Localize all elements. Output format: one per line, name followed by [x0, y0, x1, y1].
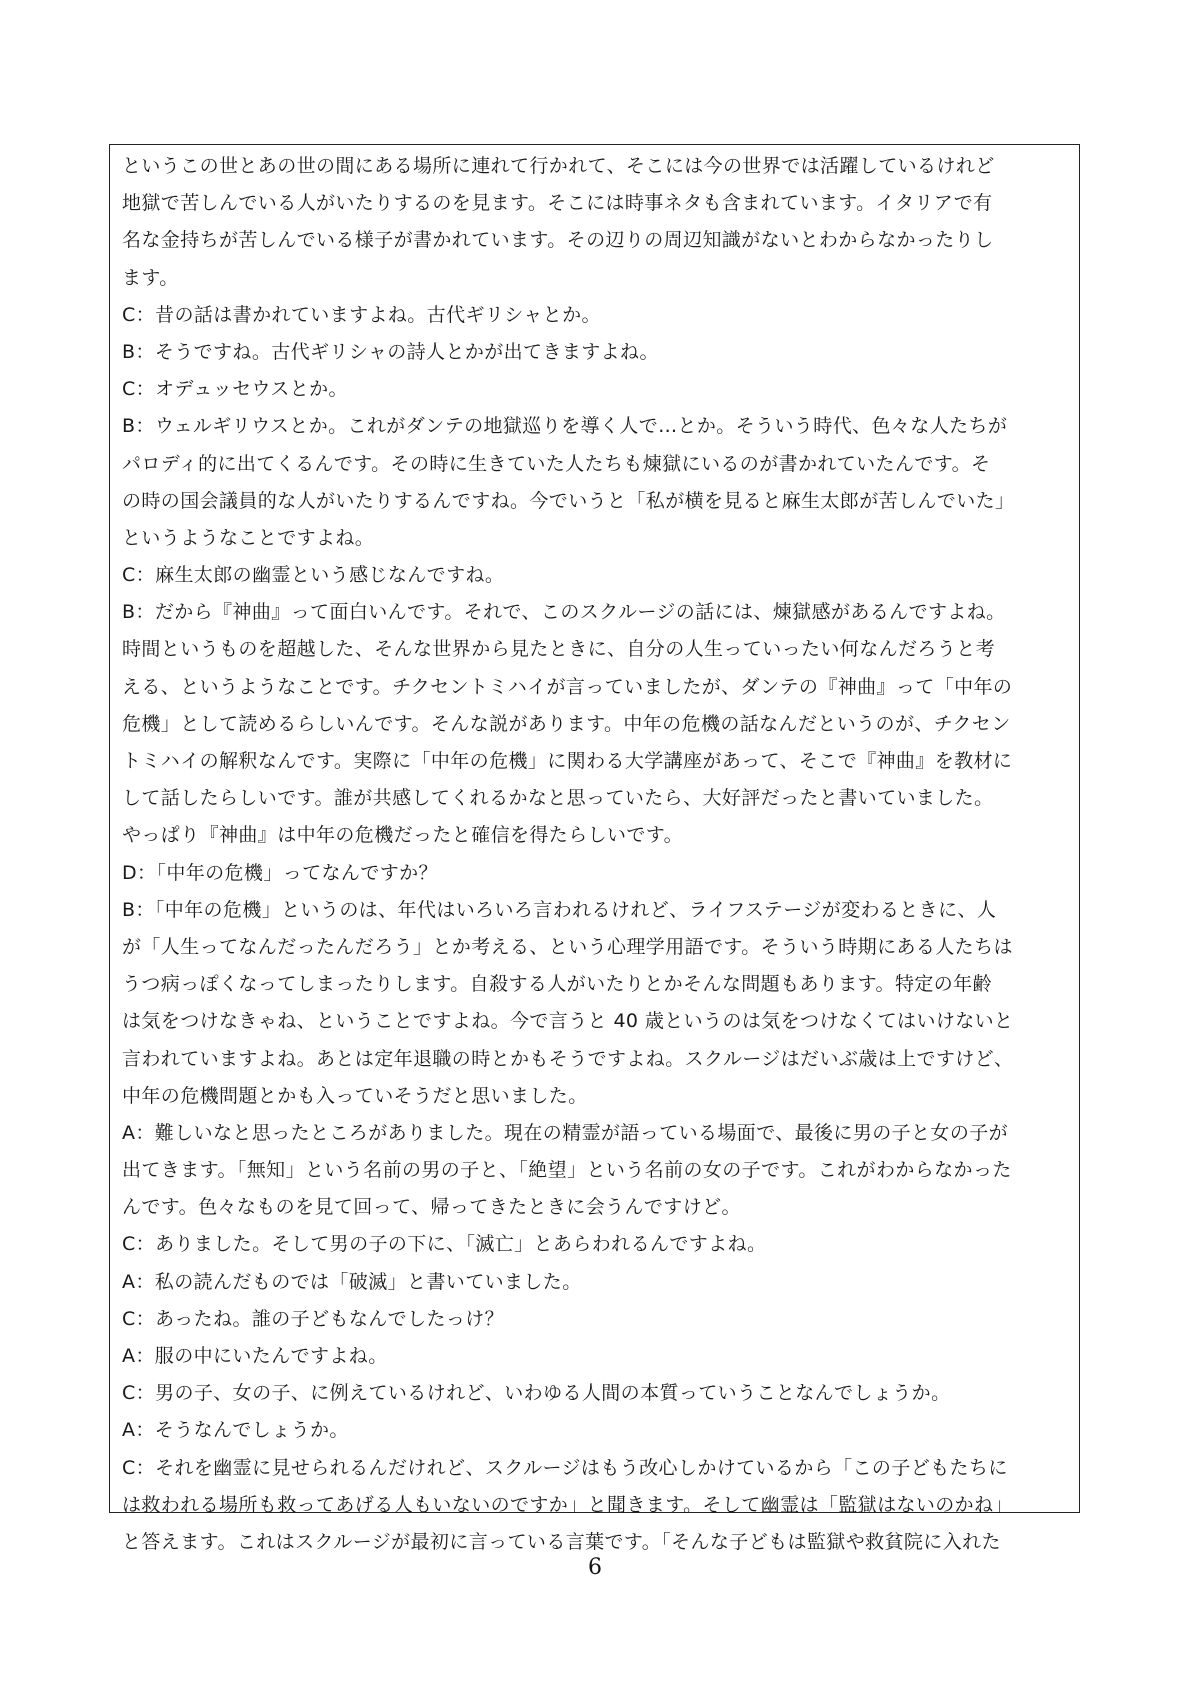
text-line: B：だから『神曲』って面白いんです。それで、このスクルージの話には、煉獄感があるんですよね。: [122, 601, 1006, 624]
text-line: C：昔の話は書かれていますよね。古代ギリシャとか。: [122, 303, 601, 326]
text-line: える、というようなことです。チクセントミハイが言っていましたが、ダンテの『神曲』って「中年の: [122, 675, 1013, 698]
text-line: B：ウェルギリウスとか。これがダンテの地獄巡りを導く人で…とか。そういう時代、色々な人たちが: [122, 415, 1008, 438]
text-line: B：「中年の危機」というのは、年代はいろいろ言われるけれど、ライフステージが変わるときに、人: [122, 898, 997, 921]
text-line: C：あったね。誰の子どもなんでしたっけ？: [122, 1307, 505, 1330]
text-line: ます。: [122, 266, 179, 289]
text-line: 出てきます。「無知」という名前の男の子と、「絶望」という名前の女の子です。これがわからなかった: [122, 1159, 1012, 1182]
text-line: と答えます。これはスクルージが最初に言っている言葉です。「そんな子どもは監獄や救貧院に入れた: [122, 1530, 1001, 1553]
text-line: C：オデュッセウスとか。: [122, 378, 348, 401]
text-line: C：麻生太郎の幽霊という感じなんですね。: [122, 564, 505, 587]
text-line: は気をつけなきゃね、ということですよね。今で言うと 40 歳というのは気をつけなくてはいけないと: [122, 1010, 1014, 1033]
text-line: B：そうですね。古代ギリシャの詩人とかが出てきますよね。: [122, 340, 659, 363]
text-line: A：難しいなと思ったところがありました。現在の精霊が語っている場面で、最後に男の子と女の子が: [122, 1121, 1009, 1144]
text-line: というようなことですよね。: [122, 526, 375, 549]
text-line: うつ病っぽくなってしまったりします。自殺する人がいたりとかそんな問題もあります。特定の年齢: [122, 973, 992, 996]
text-line: A：そうなんでしょうか。: [122, 1419, 349, 1442]
text-line: 地獄で苦しんでいる人がいたりするのを見ます。そこには時事ネタも含まれています。イタリアで有: [122, 192, 993, 215]
text-line: C：ありました。そして男の子の下に、「滅亡」とあらわれるんですよね。: [122, 1233, 767, 1256]
text-line: A：服の中にいたんですよね。: [122, 1345, 388, 1367]
text-line: 中年の危機問題とかも入っていそうだと思いました。: [122, 1084, 588, 1107]
text-line: が「人生ってなんだったんだろう」とか考える、という心理学用語です。そういう時期にある人たちは: [122, 935, 1013, 958]
text-line: 時間というものを超越した、そんな世界から見たときに、自分の人生っていったい何なんだろうと考: [122, 638, 996, 661]
text-line: C：男の子、女の子、に例えているけれど、いわゆる人間の本質っていうことなんでしょうか。: [122, 1382, 951, 1405]
text-line: C：それを幽霊に見せられるんだけれど、スクルージはもう改心しかけているから「この子どもたちに: [122, 1456, 1008, 1479]
text-line: パロディ的に出てくるんです。その時に生きていた人たちも煉獄にいるのが書かれていたんです。そ: [122, 452, 991, 475]
text-line: の時の国会議員的な人がいたりするんですね。今でいうと「私が横を見ると麻生太郎が苦しんでいた」: [122, 489, 1015, 512]
text-line: D：「中年の危機」ってなんですか？: [122, 861, 438, 884]
text-line: んです。色々なものを見て回って、帰ってきたときに会うんですけど。: [122, 1196, 741, 1219]
text-line: 危機」として読めるらしいんです。そんな説があります。中年の危機の話なんだというのが、チクセン: [122, 712, 1011, 735]
text-line: やっぱり『神曲』は中年の危機だったと確信を得たらしいです。: [122, 824, 684, 847]
text-line: トミハイの解釈なんです。実際に「中年の危機」に関わる大学講座があって、そこで『神曲』を教材に: [122, 750, 1013, 772]
text-line: というこの世とあの世の間にある場所に連れて行かれて、そこには今の世界では活躍しているけれど: [122, 155, 995, 177]
transcript-box: [109, 144, 1080, 1553]
text-line: 名な金持ちが苦しんでいる様子が書かれています。その辺りの周辺知識がないとわからなかったりし: [122, 229, 994, 252]
text-line: 言われていますよね。あとは定年退職の時とかもそうですよね。スクルージはだいぶ歳は上ですけど、: [122, 1047, 1014, 1070]
text-line: して話したらしいです。誰が共感してくれるかなと思っていたら、大好評だったと書いていました。: [122, 787, 994, 810]
text-line: は救われる場所も救ってあげる人もいないのですか」と聞きます。そして幽霊は「監獄はないのかね」: [122, 1493, 1013, 1516]
text-line: A：私の読んだものでは「破滅」と書いていました。: [122, 1270, 582, 1293]
page-number: 6: [588, 1555, 602, 1580]
